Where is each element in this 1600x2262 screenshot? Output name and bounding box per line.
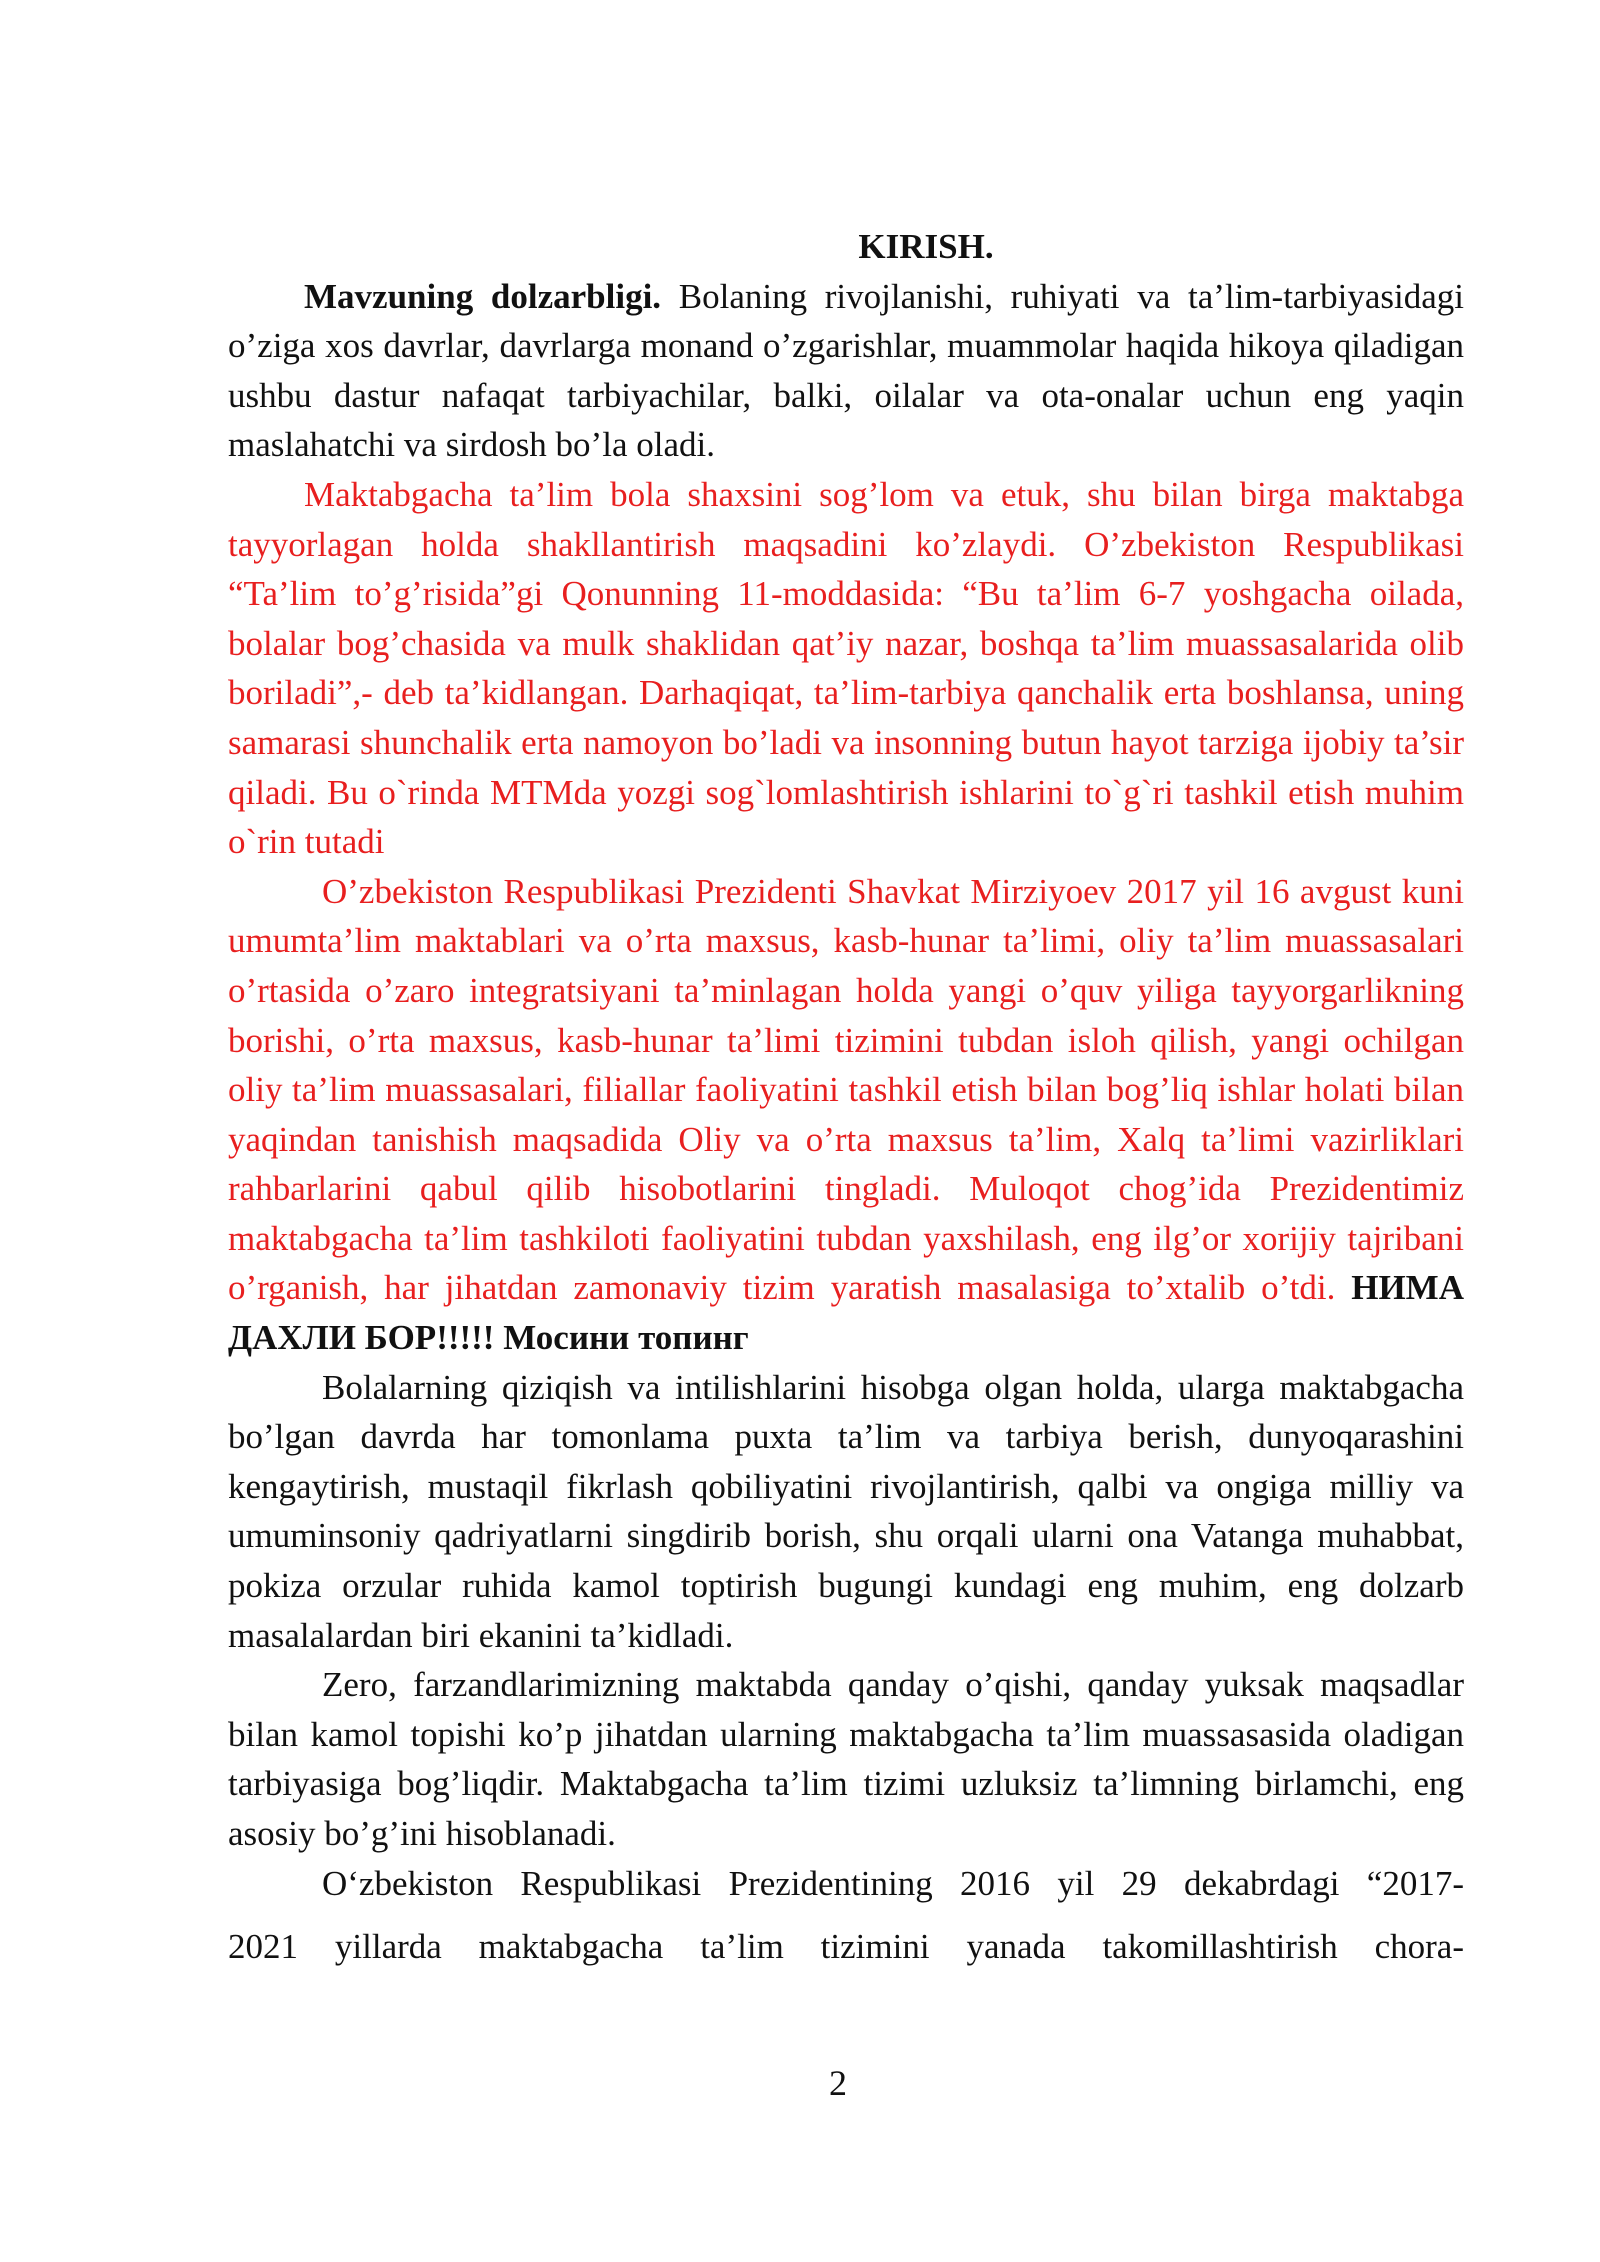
page-title: KIRISH.: [858, 227, 994, 266]
paragraph-decree-line-1: O‘zbekiston Respublikasi Prezidentining 2016 yil 29 dekabrdagi “2017-: [322, 1863, 1464, 1903]
paragraph-decree-line-2: 2021 yillarda maktabgacha ta’lim tizimini yanada takomillashtirish chora-: [228, 1927, 1464, 1967]
editor-note: НИМА ДАХЛИ БОР!!!!! Мосини топинг: [228, 1268, 1464, 1358]
page-number: 2: [829, 2063, 847, 2103]
president-meeting-text: O’zbekiston Respublikasi Prezidenti Shavkat Mirziyoev 2017 yil 16 avgust kuni umumta’lim maktablari va o’rta maxsus, kasb-hunar ta’limi, oliy ta’lim muassasalari o’rtasida o’zaro integratsiyani ta’minlagan holda yangi o’quv yiliga tayyorgarlikning borishi, o’rta maxsus, kasb-hunar ta’limi tizimini tubdan isloh qilish, yangi ochilgan oliy ta’lim muassasalari, filiallar faoliyatini tashkil etish bilan bog’liq ishlar holati bilan yaqindan tanishish maqsadida Oliy va o’rta maxsus ta’lim, Xalq ta’limi vazirliklari rahbarlarini qabul qilib hisobotlarini tingladi. Muloqot chog’ida Prezidentimiz maktabgacha ta’lim tashkiloti faoliyatini tubdan yaxshilash, eng ilg’or xorijiy tajribani o’rganish, har jihatdan zamonaviy tizim yaratish masalasiga to’xtalib o’tdi.: [228, 871, 1464, 1308]
document-body: [228, 222, 1464, 1972]
paragraph-children-interests: Bolalarning qiziqish va intilishlarini hisobga olgan holda, ularga maktabgacha bo’lgan davrda har tomonlama puxta ta’lim va tarbiya berish, dunyoqarashini kengaytirish, mustaqil fikrlash qobiliyatini rivojlantirish, qalbi va ongiga milliy va umuminsoniy qadriyatlarni singdirib borish, shu orqali ularni ona Vatanga muhabbat, pokiza orzular ruhida kamol toptirish bugungi kundagi eng muhim, eng dolzarb masalalardan biri ekanini ta’kidladi.: [228, 1367, 1464, 1655]
paragraph-president-meeting: [228, 867, 1464, 1363]
paragraph-preschool-goal: Maktabgacha ta’lim bola shaxsini sog’lom va etuk, shu bilan birga maktabga tayyorlagan holda shakllantirish maqsadini ko’zlaydi. O’zbekiston Respublikasi “Ta’lim to’g’risida”gi Qonunning 11-moddasida: “Bu ta’lim 6-7 yoshgacha oilada, bolalar bog’chasida va mulk shaklidan qat’iy nazar, boshqa ta’lim muassasalarida olib boriladi”,- deb ta’kidlangan. Darhaqiqat, ta’lim-tarbiya qanchalik erta boshlansa, uning samarasi shunchalik erta namoyon bo’ladi va insonning butun hayot tarziga ijobiy ta’sir qiladi. Bu o`rinda MTMda yozgi sog`lomlashtirish ishlarini to`g`ri tashkil etish muhim o`rin tutadi: [228, 474, 1464, 862]
relevance-text: Bolaning rivojlanishi, ruhiyati va ta’lim-tarbiyasidagi o’ziga xos davrlar, davrlarga monand o’zgarishlar, muammolar haqida hikoya qiladigan ushbu dastur nafaqat tarbiyachilar, balki, oilalar va ota-onalar uchun eng yaqin maslahatchi va sirdosh bo’la oladi.: [228, 276, 1464, 465]
paragraph-zero: Zero, farzandlarimizning maktabda qanday o’qishi, qanday yuksak maqsadlar bilan kamol topishi ko’p jihatdan ularning maktabgacha ta’lim muassasasida oladigan tarbiyasiga bog’liqdir. Maktabgacha ta’lim tizimi uzluksiz ta’limning birlamchi, eng asosiy bo’g’ini hisoblanadi.: [228, 1665, 1464, 1853]
paragraph-relevance: [228, 272, 1464, 470]
relevance-lead: Mavzuning dolzarbligi.: [304, 276, 662, 316]
